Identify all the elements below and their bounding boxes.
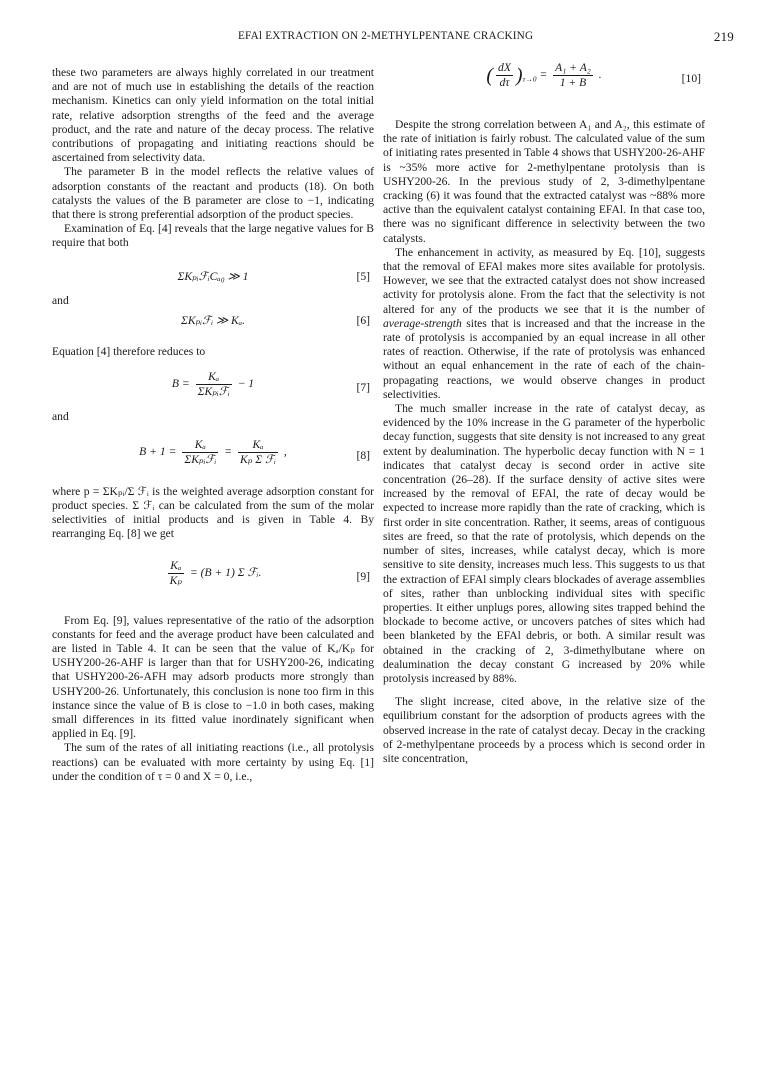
equation-8-lhs: B + 1 =	[139, 445, 177, 458]
equation-5	[52, 267, 374, 293]
equation-7-numerator: Kₐ	[208, 369, 220, 383]
equation-10-derivative-denominator: dτ	[496, 75, 513, 90]
equation-10-number: [10]	[681, 72, 701, 85]
running-title: EFAl EXTRACTION ON 2-METHYLPENTANE CRACKING	[238, 30, 534, 42]
right-column	[383, 61, 705, 766]
running-header	[52, 30, 734, 46]
equation-8-denominator-2: Kₚ Σ ℱᵢ	[240, 452, 277, 466]
equation-8-fraction-1	[182, 438, 218, 467]
equation-5-expression: ΣKₚᵢℱᵢCₐ₀ ≫ 1	[177, 269, 249, 283]
equation-7-number: [7]	[356, 380, 370, 394]
equation-7-fraction	[196, 370, 232, 399]
equation-6-expression: ΣKₚᵢℱᵢ ≫ Kₐ.	[181, 313, 245, 327]
equation-7-rhs: − 1	[237, 377, 255, 390]
paragraph: The sum of the rates of all initiating reactions (i.e., all protolysis reactions) can be evaluated with more certainty by using Eq. [1] under the condition of τ = 0 and X = 0, i.e.,	[52, 741, 374, 783]
and-connector: and	[52, 409, 69, 423]
equation-8-numerator-2: Kₐ	[252, 437, 264, 451]
equation-10-tail: .	[598, 68, 602, 82]
paragraph: The parameter B in the model reflects the relative values of adsorption constants of the reactant and products (18). On both catalysts the values of the B parameter are close to −1, indicating that there is strong preferential adsorption of the product species.	[52, 165, 374, 222]
equation-6	[52, 311, 374, 337]
paragraph: these two parameters are always highly correlated in our treatment and are not of much use in establishing the details of the reaction mechanism. Kinetics can only yield information on the total initial rate, relative adsorption strengths of the feed and the average product, and the rate and nature of the decay process. The relative contributions of propagating and initiating reactions should be ascertained from selectivity data.	[52, 66, 374, 165]
paragraph: Despite the strong correlation between A₁ and A₂, this estimate of the rate of initiation is fairly robust. The calculated value of the sum of initiating rates presented in Table 4 shows that USHY200-26-AHF is ~35% more active for 2-methylpentane protolysis than is USHY200-26. In the previous study of 2, 3-dimethylpentane cracking (6) it was found that the extracted catalyst was ~88% more active than the equivalent catalyst containing EFAl. In that case too, there was no significant difference in selectivity between the two catalysts.	[383, 118, 705, 245]
equation-7	[52, 365, 374, 409]
and-connector: and	[52, 293, 69, 307]
paragraph	[383, 246, 705, 402]
equation-10-limit: τ→0	[522, 74, 537, 84]
equation-10-derivative	[496, 61, 513, 90]
equation-8-equals: =	[224, 445, 233, 458]
right-paren: )	[515, 64, 523, 87]
paragraph: Equation [4] therefore reduces to	[52, 344, 206, 358]
paragraph: From Eq. [9], values representative of the ratio of the adsorption constants for feed and the average product have been calculated and are listed in Table 4. It can be seen that the value of Kₐ/Kₚ for USHY200-26-AHF is larger than that for USHY200-26, indicating that USHY200-26-AFH may adsorb products more strongly than USHY200-26. Unfortunately, this conclusion is none too firm in this instance since the value of B is close to −1.0 in both cases, making small differences in its fitted value inordinately significant when applied in Eq. [9].	[52, 613, 374, 741]
equation-10	[383, 56, 705, 100]
equation-8-numerator-1: Kₐ	[194, 437, 206, 451]
paragraph-text: sites that is increased and that the increase in the rate of protolysis is accompanied by an equal increase in all other rates of reaction. Otherwise, if the rate of protolysis was enhanced without an equal enhancement in the rate of each of the chain-propagating reactions, we would observe changes in product selectivities.	[383, 316, 705, 401]
equation-5-number: [5]	[356, 269, 370, 283]
equation-6-number: [6]	[356, 313, 370, 327]
equation-9-rhs: = (B + 1) Σ ℱᵢ.	[189, 565, 262, 579]
equation-8-denominator-1: ΣKₚᵢℱᵢ	[184, 452, 217, 466]
equation-9-numerator: Kₐ	[170, 558, 182, 572]
equation-8-fraction-2	[238, 438, 278, 467]
equation-7-lhs: B =	[171, 377, 190, 390]
paragraph: The much smaller increase in the rate of catalyst decay, as evidenced by the 10% increase in the G parameter of the hyperbolic decay function, suggests that site density is not increased to any great extent by dealumination. The hyperbolic decay function with N = 1 indicates that catalyst decay is second order in active site concentration (26–28). If the surface density of active sites were increased by the removal of EFAl, the rate of decay would be expected to increase more rapidly than the rate of cracking, which is first order in site concentration. Rather, it seems, areas of contiguous sites are freed, so that the rate of protolysis, which depends on the number of sites, increases, while catalyst decay, which is more sensitive to site density, increases much less. This suggests to us that the extraction of EFAl simply clears blockades of average assemblies of sites, rather than unblocking individual sites with specific properties. It either unplugs pores, allowing sites trapped behind the blockade to become active, or uncovers patches of sites which had been blanketed by the EFAl debris, or both. A similar result was obtained in the cracking of 2, 3-dimethylbutane where on dealumination the decay constant G increased by 20% while protolysis increased by 88%.	[383, 402, 705, 685]
equation-8-number: [8]	[356, 448, 370, 462]
equation-9-fraction	[168, 559, 184, 588]
equation-10-numerator: A₁ + A₂	[555, 61, 591, 74]
left-column	[52, 66, 374, 784]
emphasis: average-strength	[383, 316, 462, 330]
equation-9-denominator: Kₚ	[169, 573, 182, 587]
equation-10-equals: =	[539, 68, 548, 82]
paragraph: The slight increase, cited above, in the relative size of the equilibrium constant for the adsorption of products agrees with the observed increase in the rate of catalyst decay. Decay in the cracking of 2-methylpentane proceeds by a process which is second order in site concentration,	[383, 695, 705, 765]
equation-10-fraction	[553, 61, 593, 90]
equation-9	[52, 554, 374, 598]
left-paren: (	[486, 64, 494, 87]
paragraph: Examination of Eq. [4] reveals that the large negative values for B require that both	[52, 222, 374, 250]
equation-9-number: [9]	[356, 569, 370, 583]
paragraph-text: The enhancement in activity, as measured by Eq. [10], suggests that the removal of EFAl makes more sites available for protolysis. However, we see that the extracted catalyst does not show increased activity for protolysis alone. From the fact that the selectivity is not altered for any of the products we see that it is the number of	[383, 245, 705, 316]
equation-10-denominator: 1 + B	[553, 75, 593, 90]
equation-7-denominator: ΣKₚᵢℱᵢ	[197, 384, 230, 398]
equation-10-derivative-numerator: dX	[498, 61, 511, 74]
paragraph: where p = ΣKₚᵢ/Σ ℱᵢ is the weighted average adsorption constant for product species. Σ ℱᵢ can be calculated from the sum of the molar selectivities of initial products and is given in Table 4. By rearranging Eq. [8] we get	[52, 484, 374, 541]
equation-8	[52, 433, 374, 477]
page-number: 219	[713, 29, 734, 44]
equation-8-tail: ,	[283, 445, 287, 458]
